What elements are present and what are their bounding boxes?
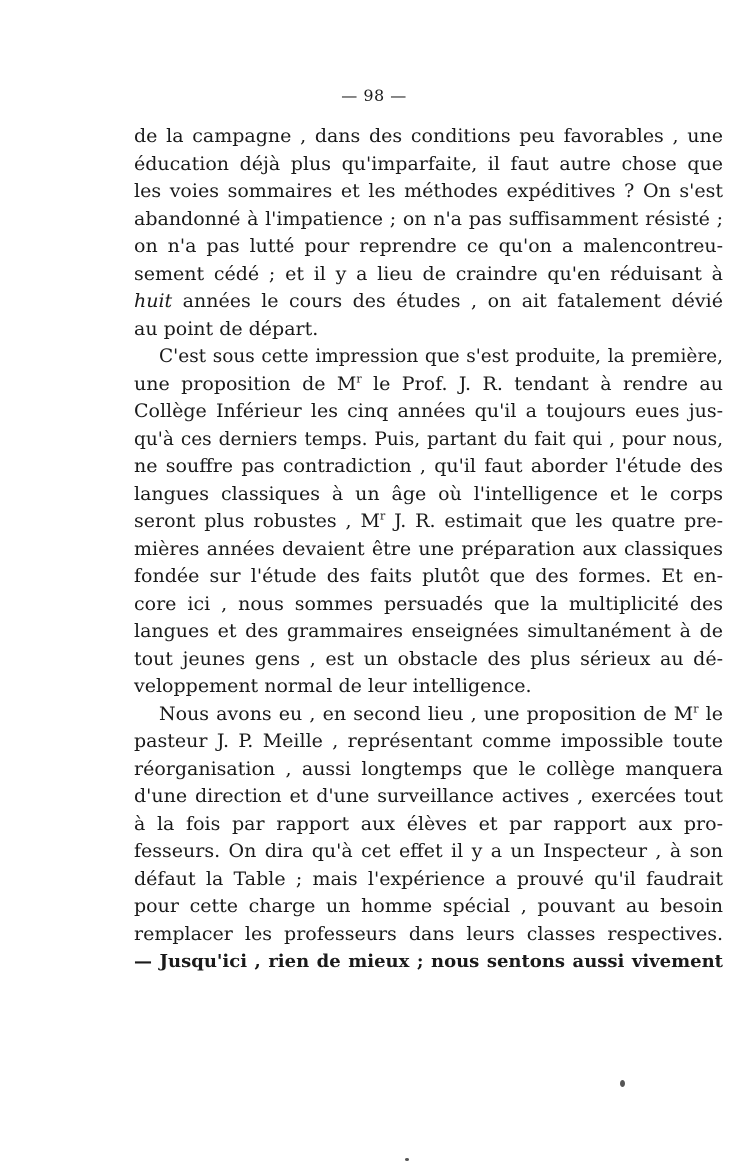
text-line: — Jusqu'ici , rien de mieux ; nous sentons aussi vivement: [134, 951, 723, 972]
superscript: r: [356, 372, 362, 386]
text-line: sement cédé ; et il y a lieu de craindre qu'en réduisant à: [134, 262, 723, 285]
superscript: r: [693, 702, 699, 716]
text-line: éducation déjà plus qu'imparfaite, il faut autre chose que: [134, 152, 723, 175]
paragraph-3: [134, 701, 723, 976]
text-line: pasteur J. P. Meille , représentant comme impossible toute: [134, 730, 723, 752]
scan-speck: [405, 1158, 409, 1161]
text-line: défaut la Table ; mais l'expérience a prouvé qu'il faudrait: [134, 867, 723, 890]
page-number: — 98 —: [341, 86, 407, 105]
text-line: Nous avons eu , en second lieu , une proposition de $M^r$ le: [159, 702, 723, 725]
text-line: tout jeunes gens , est un obstacle des plus sérieux au dé-: [134, 647, 723, 670]
text-line: à la fois par rapport aux élèves et par rapport aux pro-: [134, 812, 723, 835]
body-text: [134, 123, 723, 976]
text-line: huit années le cours des études , on ait fatalement dévié: [134, 290, 723, 312]
text-line: remplacer les professeurs dans leurs classes respectives.: [134, 922, 723, 945]
text-line: veloppement normal de leur intelligence.: [134, 675, 532, 697]
text-line: fesseurs. On dira qu'à cet effet il y a un Inspecteur , à son: [134, 840, 723, 862]
text-line: les voies sommaires et les méthodes expéditives ? On s'est: [134, 180, 723, 202]
paragraph-2: [134, 343, 723, 701]
text-line: d'une direction et d'une surveillance actives , exercées tout: [134, 785, 723, 807]
paragraph-1: [134, 123, 723, 343]
text-line: qu'à ces derniers temps. Puis, partant du fait qui , pour nous,: [134, 428, 723, 450]
text-line: on n'a pas lutté pour reprendre ce qu'on a malencontreu-: [134, 235, 723, 257]
text-line: C'est sous cette impression que s'est produite, la première,: [159, 346, 723, 367]
superscript: r: [379, 509, 386, 523]
text-line: de la campagne , dans des conditions peu favorables , une: [134, 125, 723, 147]
text-line: au point de départ.: [134, 317, 319, 340]
text-line: pour cette charge un homme spécial , pouvant au besoin: [134, 895, 723, 917]
text-line: ne souffre pas contradiction , qu'il faut aborder l'étude des: [134, 455, 723, 477]
text-line: core ici , nous sommes persuadés que la multiplicité des: [134, 592, 723, 615]
text-line: langues et des grammaires enseignées simultanément à de: [134, 620, 723, 642]
text-line: fondée sur l'étude des faits plutôt que des formes. Et en-: [134, 565, 723, 587]
text-line: réorganisation , aussi longtemps que le collège manquera: [134, 757, 723, 780]
text-line: abandonné à l'impatience ; on n'a pas suffisamment résisté ;: [134, 207, 723, 230]
text-line: une proposition de $M^r$ le Prof. J. R. tendant à rendre au: [134, 372, 723, 395]
italic-word: huit: [134, 290, 173, 312]
text-line: langues classiques à un âge où l'intelligence et le corps: [134, 482, 723, 505]
text-line: mières années devaient être une préparation aux classiques: [134, 537, 723, 560]
scan-speck: [620, 1080, 625, 1087]
text-line: seront plus robustes , $M^r$ J. R. estimait que les quatre pre-: [134, 509, 723, 532]
text-line: Collège Inférieur les cinq années qu'il a toujours eues jus-: [134, 400, 723, 422]
